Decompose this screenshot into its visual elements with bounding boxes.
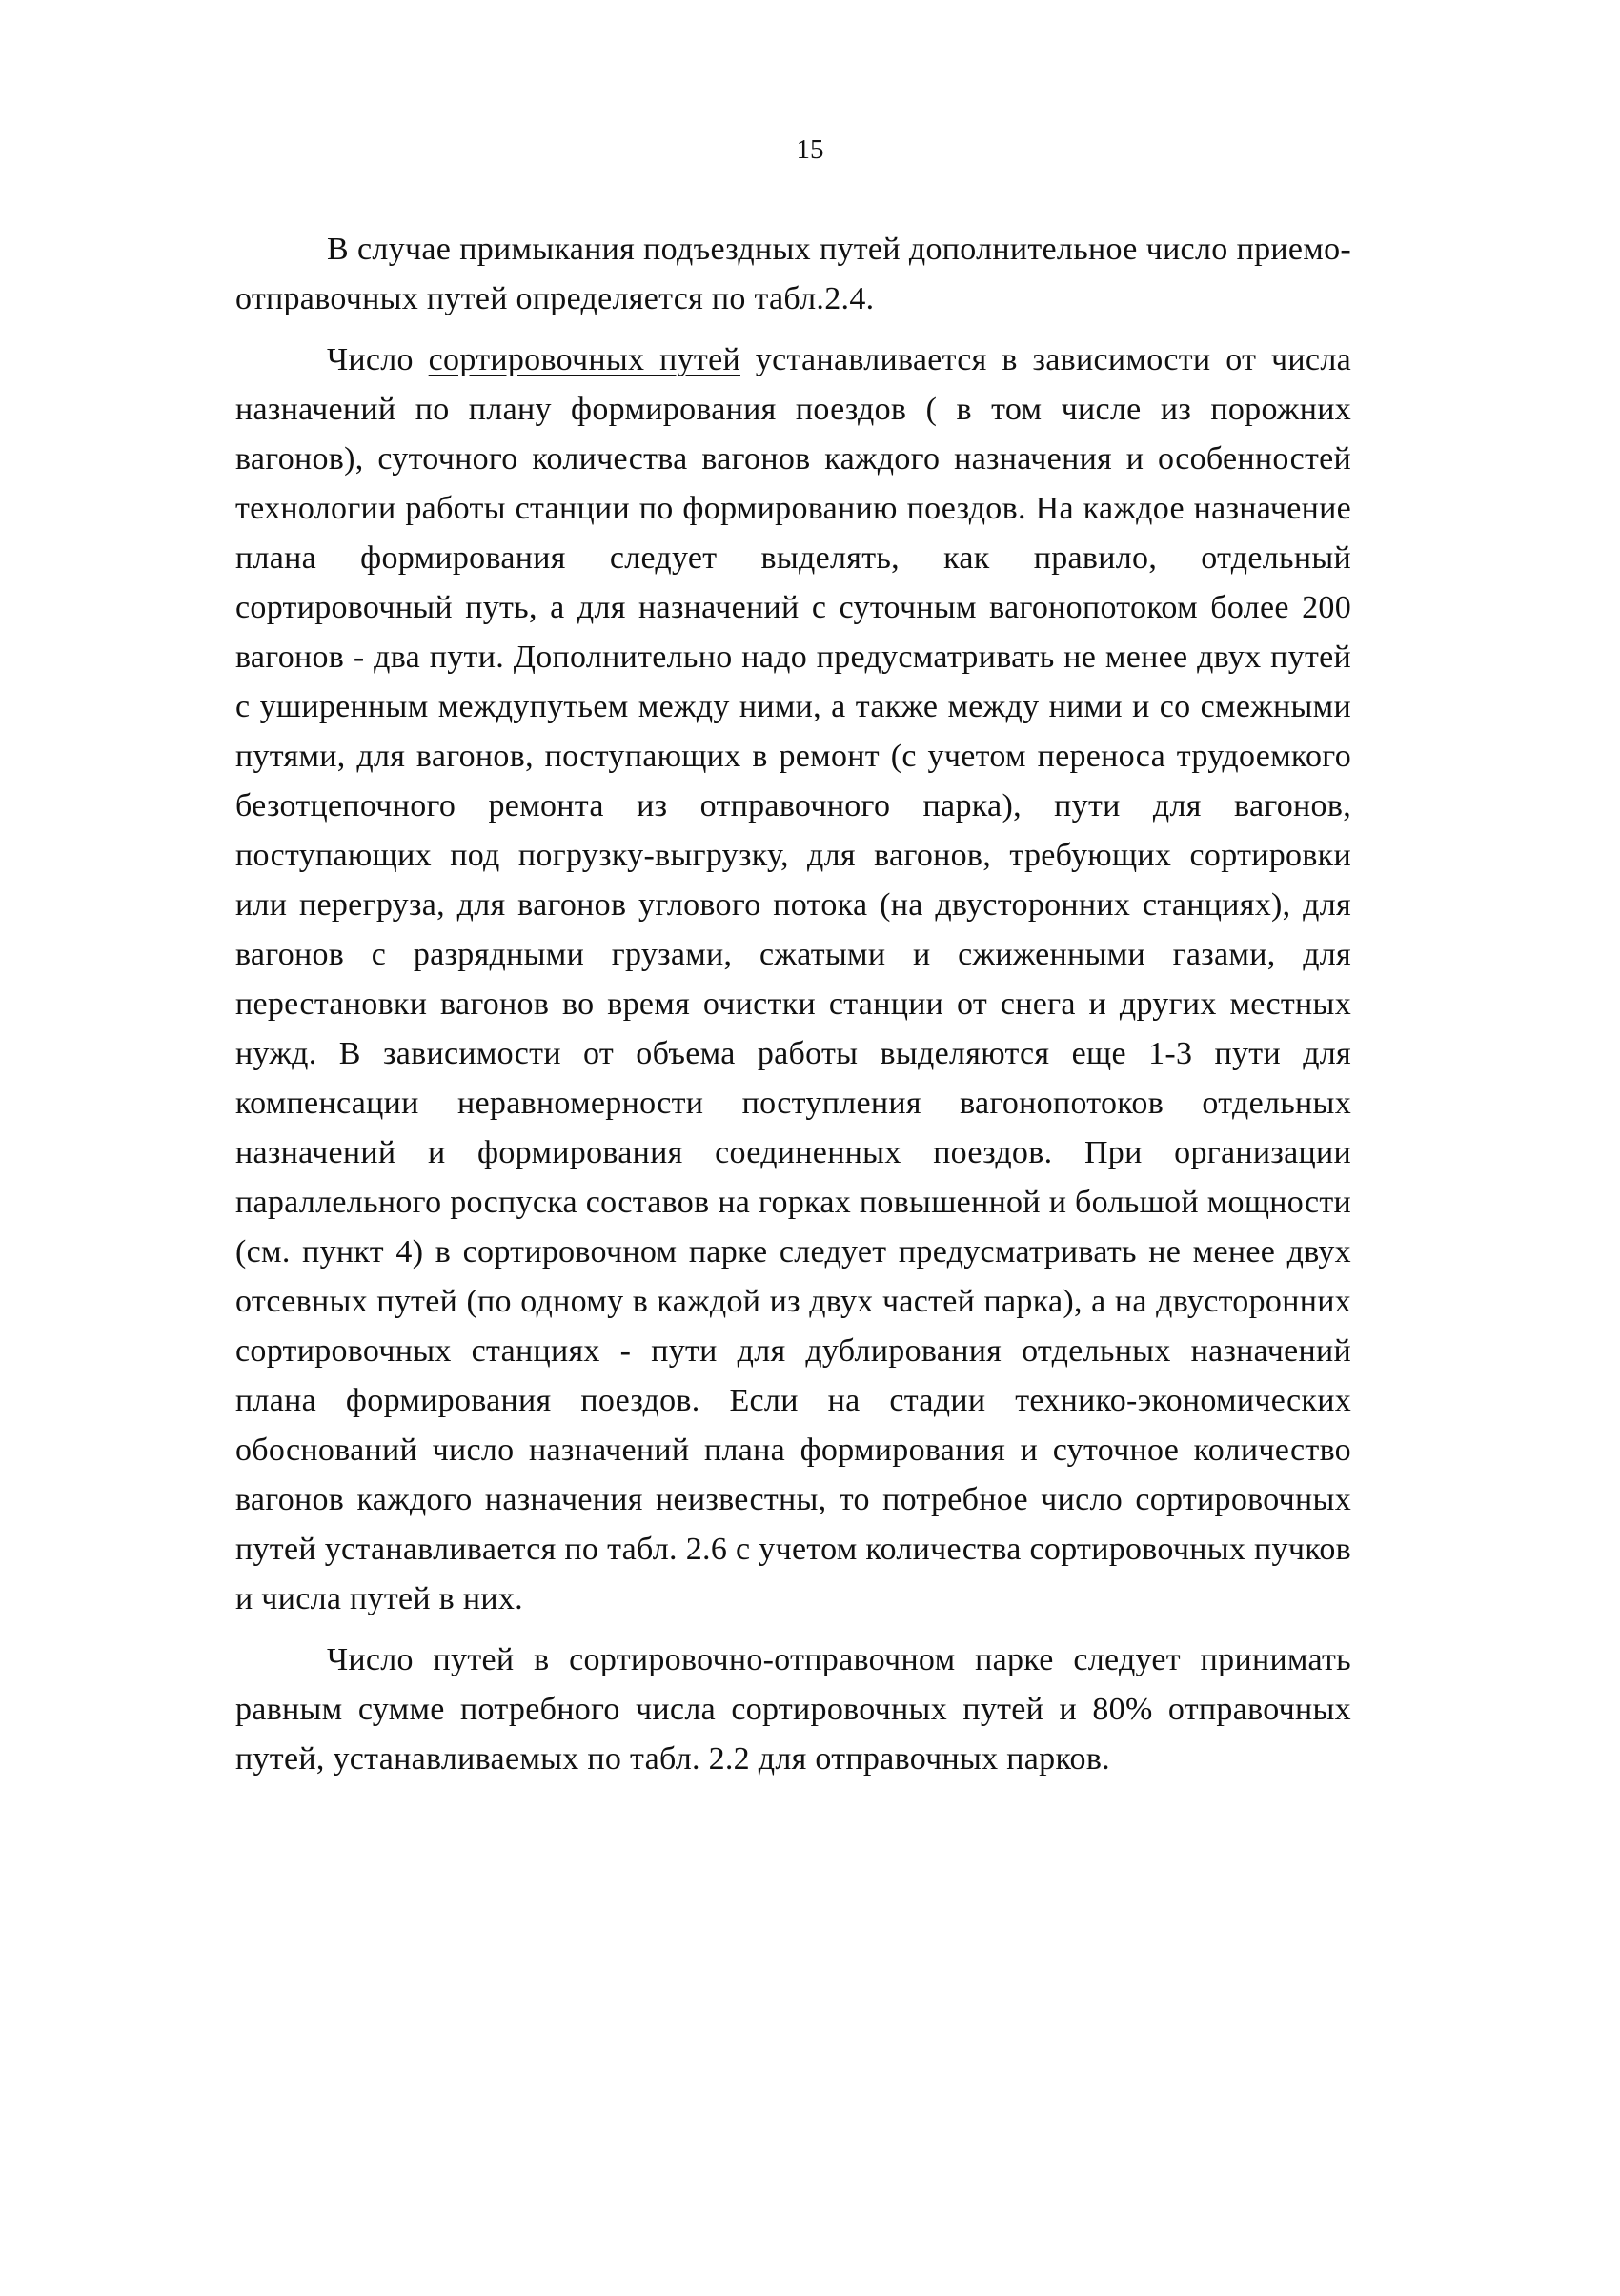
page-number: 15 [796,134,824,165]
paragraph-3: Число путей в сортировочно-отправочном парке следует принимать равным сумме потребного числа сортировочных путей и 80% отправочных путей, устанавливаемых по табл. 2.2 для отправочных парков. [235,1642,1351,1777]
body-text [235,225,1351,1784]
paragraph-1: В случае примыкания подъездных путей дополнительное число приемо-отправочных путей определяется по табл.2.4. [235,232,1351,316]
paragraph-2-lead: Число [327,342,429,377]
paragraph-2-body: устанавливается в зависимости от числа назначений по плану формирования поездов ( в том числе из порожних вагонов), суточного количества вагонов каждого назначения и особенностей технологии работы станции по формированию поездов. На каждое назначение плана формирования следует выделять, как правило, отдельный сортировочный путь, а для назначений с суточным вагонопотоком более 200 вагонов - два пути. Дополнительно надо предусматривать не менее двух путей с уширенным междупутьем между ними, а также между ними и со смежными путями, для вагонов, поступающих в ремонт (с учетом переноса трудоемкого безотцепочного ремонта из отправочного парка), пути для вагонов, поступающих под погрузку-выгрузку, для вагонов, требующих сортировки или перегруза, для вагонов углового потока (на двусторонних станциях), для вагонов с разрядными грузами, сжатыми и сжиженными газами, для перестановки вагонов во время очистки станции от снега и других местных нужд. В зависимости от объема работы выделяются еще 1-3 пути для компенсации неравномерности поступления вагонопотоков отдельных назначений и формирования соединенных поездов. При организации параллельного роспуска составов на горках повышенной и большой мощности (см. пункт 4) в сортировочном парке следует предусматривать не менее двух отсевных путей (по одному в каждой из двух частей парка), а на двусторонних сортировочных станциях - пути для дублирования отдельных назначений плана формирования поездов. Если на стадии технико-экономических обоснований число назначений плана формирования и суточное количество вагонов каждого назначения неизвестны, то потребное число сортировочных путей устанавливается по табл. 2.6 с учетом количества сортировочных пучков и числа путей в них. [235,342,1351,1616]
underlined-term: сортировочных путей [428,342,740,377]
paragraph-2 [235,335,1351,1624]
